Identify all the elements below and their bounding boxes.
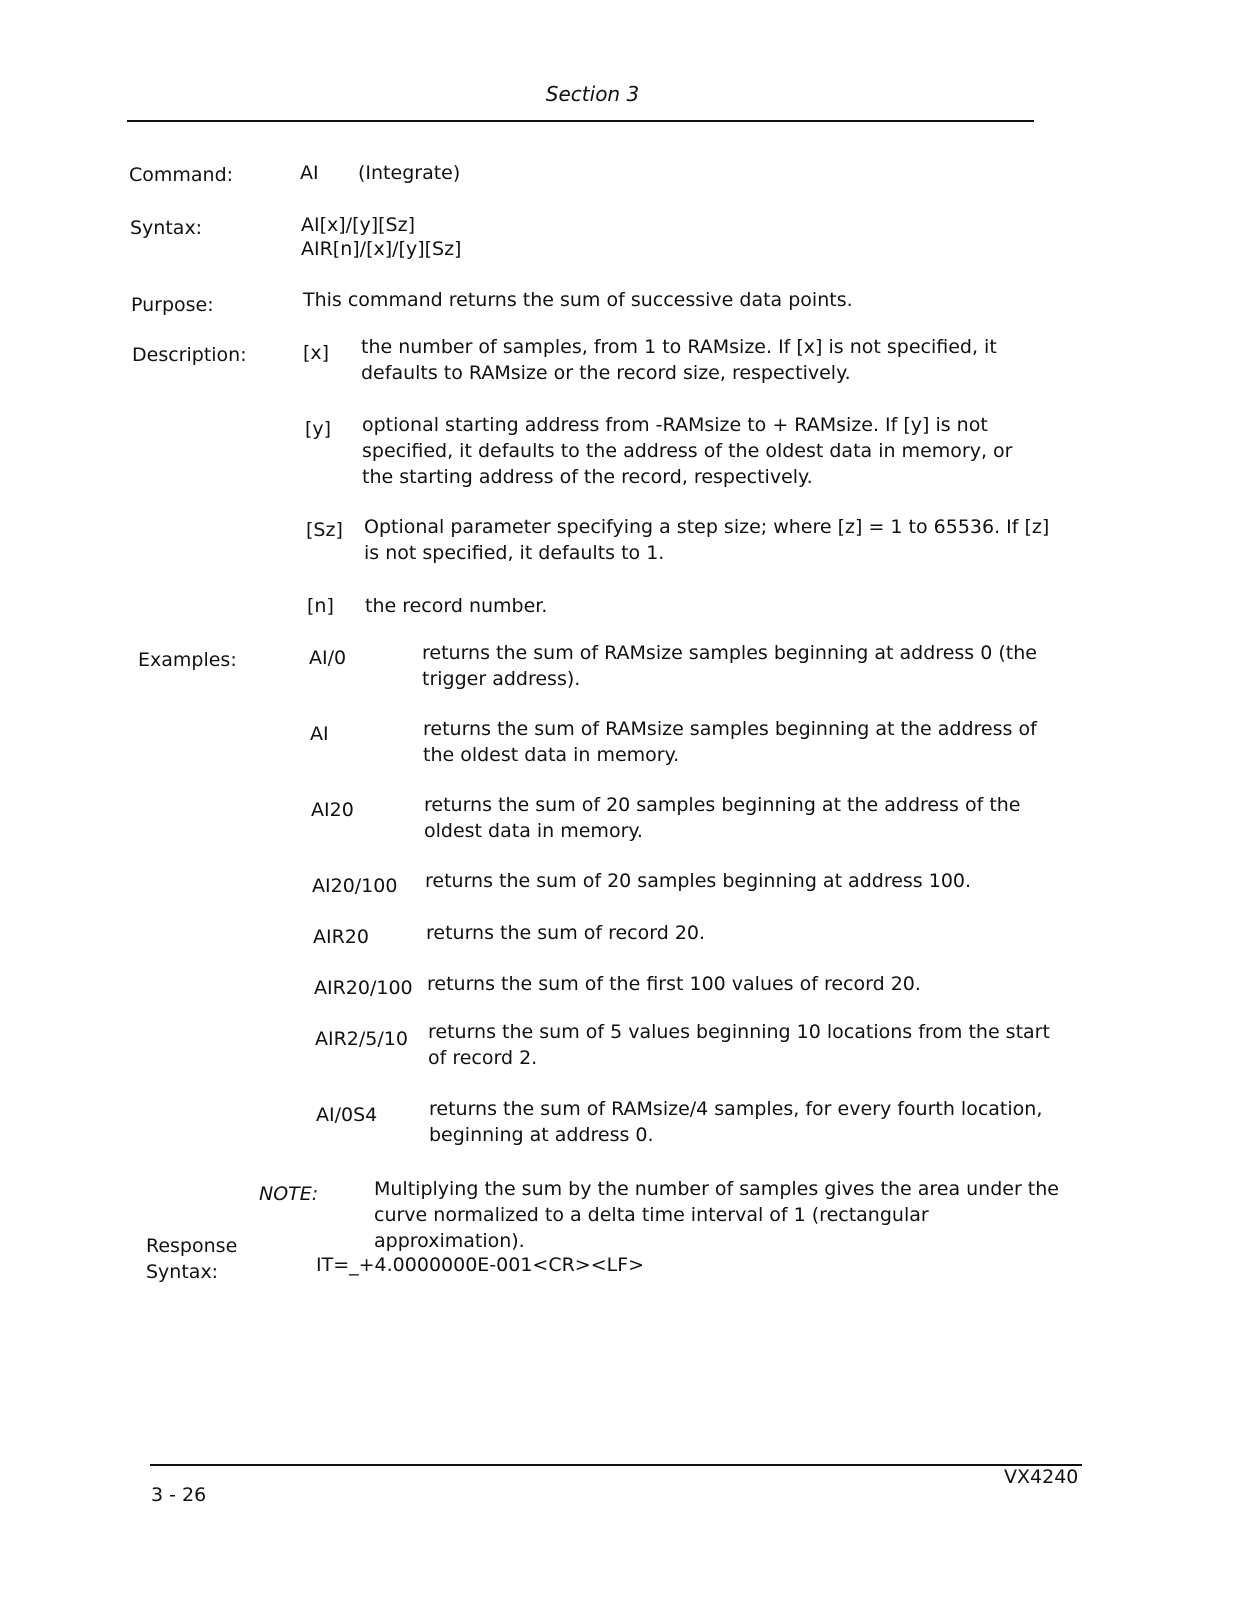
param-text-n: the record number. <box>365 595 548 617</box>
header-rule <box>127 120 1034 122</box>
example-code-1: AI/0 <box>309 647 347 669</box>
example-code-8: AI/0S4 <box>316 1104 378 1126</box>
syntax-line-1: AI[x]/[y][Sz] <box>301 214 415 236</box>
param-term-sz: [Sz] <box>306 519 343 541</box>
example-code-2: AI <box>310 723 329 745</box>
example-code-7: AIR2/5/10 <box>315 1028 408 1050</box>
param-term-n: [n] <box>307 595 334 617</box>
command-label: Command: <box>129 164 234 186</box>
command-name: (Integrate) <box>358 162 461 184</box>
example-text-5: returns the sum of record 20. <box>426 922 706 944</box>
examples-label: Examples: <box>138 649 237 671</box>
example-text-4: returns the sum of 20 samples beginning at address 100. <box>425 870 972 892</box>
example-text-3: returns the sum of 20 samples beginning at the address of the oldest data in memory. <box>424 794 1021 842</box>
syntax-line-2: AIR[n]/[x]/[y][Sz] <box>301 238 462 260</box>
example-text-2: returns the sum of RAMsize samples beginning at the address of the oldest data in memory. <box>423 718 1037 766</box>
section-header: Section 3 <box>545 82 640 106</box>
footer-page-number: 3 - 26 <box>151 1484 207 1506</box>
purpose-text: This command returns the sum of successive data points. <box>303 289 853 311</box>
response-syntax-value: IT=_+4.0000000E-001<CR><LF> <box>316 1254 645 1276</box>
note-text: Multiplying the sum by the number of samples gives the area under the curve normalized to a delta time interval of 1 (rectangular approximation). <box>374 1178 1059 1252</box>
note-label: NOTE: <box>259 1183 319 1205</box>
param-term-y: [y] <box>305 418 332 440</box>
purpose-label: Purpose: <box>131 294 214 316</box>
param-text-y: optional starting address from -RAMsize to + RAMsize. If [y] is not specified, it defaults to the address of the oldest data in memory, or the starting address of the record, respectively. <box>362 414 1013 488</box>
param-text-x: the number of samples, from 1 to RAMsize. If [x] is not specified, it defaults to RAMsize or the record size, respectively. <box>361 336 997 384</box>
example-text-1: returns the sum of RAMsize samples beginning at address 0 (the trigger address). <box>422 642 1037 690</box>
response-label-line-2: Syntax: <box>146 1261 219 1283</box>
example-code-5: AIR20 <box>313 926 369 948</box>
example-text-8: returns the sum of RAMsize/4 samples, for every fourth location, beginning at address 0. <box>429 1098 1043 1146</box>
example-text-6: returns the sum of the first 100 values of record 20. <box>427 973 921 995</box>
description-label: Description: <box>132 344 247 366</box>
param-text-sz: Optional parameter specifying a step size; where [z] = 1 to 65536. If [z] is not specified, it defaults to 1. <box>364 516 1050 564</box>
example-code-4: AI20/100 <box>312 875 398 897</box>
response-label-line-1: Response <box>146 1235 238 1257</box>
footer-product-name: VX4240 <box>1004 1466 1079 1488</box>
example-code-6: AIR20/100 <box>314 977 413 999</box>
command-code: AI <box>300 162 319 184</box>
example-text-7: returns the sum of 5 values beginning 10 locations from the start of record 2. <box>428 1021 1050 1069</box>
syntax-label: Syntax: <box>130 217 203 239</box>
footer-rule <box>150 1464 1082 1466</box>
example-code-3: AI20 <box>311 799 354 821</box>
param-term-x: [x] <box>303 342 330 364</box>
